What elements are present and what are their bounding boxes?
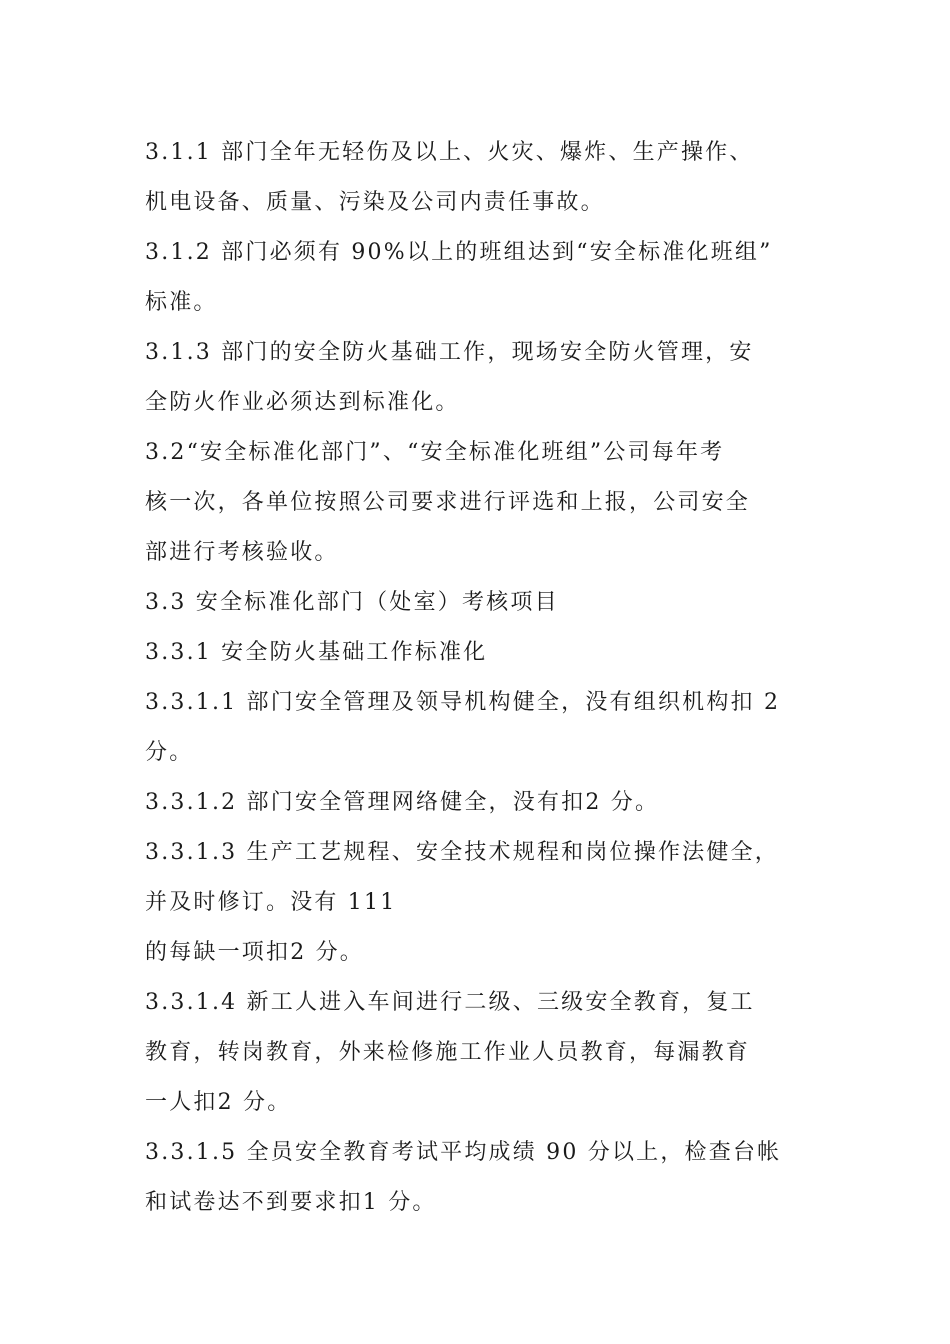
text-line: 的每缺一项扣2 分。 [145, 940, 364, 965]
text-line: 3.1.1 部门全年无轻伤及以上、火灾、爆炸、生产操作、 [145, 140, 754, 165]
text-line: 和试卷达不到要求扣1 分。 [145, 1190, 437, 1215]
text-line: 3.3.1.3 生产工艺规程、安全技术规程和岗位操作法健全， [145, 840, 779, 865]
text-line: 部进行考核验收。 [145, 540, 339, 565]
text-line: 3.3.1.5 全员安全教育考试平均成绩 90 分以上，检查台帐 [145, 1140, 782, 1165]
text-line: 核一次，各单位按照公司要求进行评选和上报，公司安全 [145, 490, 751, 515]
text-line: 全防火作业必须达到标准化。 [145, 390, 460, 415]
text-line: 3.3.1.2 部门安全管理网络健全，没有扣2 分。 [145, 790, 660, 815]
text-line: 3.3.1.4 新工人进入车间进行二级、三级安全教育，复工 [145, 990, 755, 1015]
text-line: 3.1.2 部门必须有 90%以上的班组达到“安全标准化班组” [145, 240, 773, 265]
text-line: 机电设备、质量、污染及公司内责任事故。 [145, 190, 605, 215]
text-line: 教育，转岗教育，外来检修施工作业人员教育，每漏教育 [145, 1040, 751, 1065]
text-line: 3.1.3 部门的安全防火基础工作，现场安全防火管理，安 [145, 340, 754, 365]
text-line: 3.3.1.1 部门安全管理及领导机构健全，没有组织机构扣 2 [145, 690, 781, 715]
section-heading: 3.3 安全标准化部门（处室）考核项目 [145, 590, 559, 615]
subsection-heading: 3.3.1 安全防火基础工作标准化 [145, 640, 488, 665]
text-line: 分。 [145, 740, 194, 765]
text-line: 标准。 [145, 290, 218, 315]
document-body [145, 128, 810, 1228]
text-line: 并及时修订。没有 111 [145, 890, 397, 915]
text-line: 一人扣2 分。 [145, 1090, 292, 1115]
text-line: 3.2“安全标准化部门”、“安全标准化班组”公司每年考 [145, 440, 725, 465]
